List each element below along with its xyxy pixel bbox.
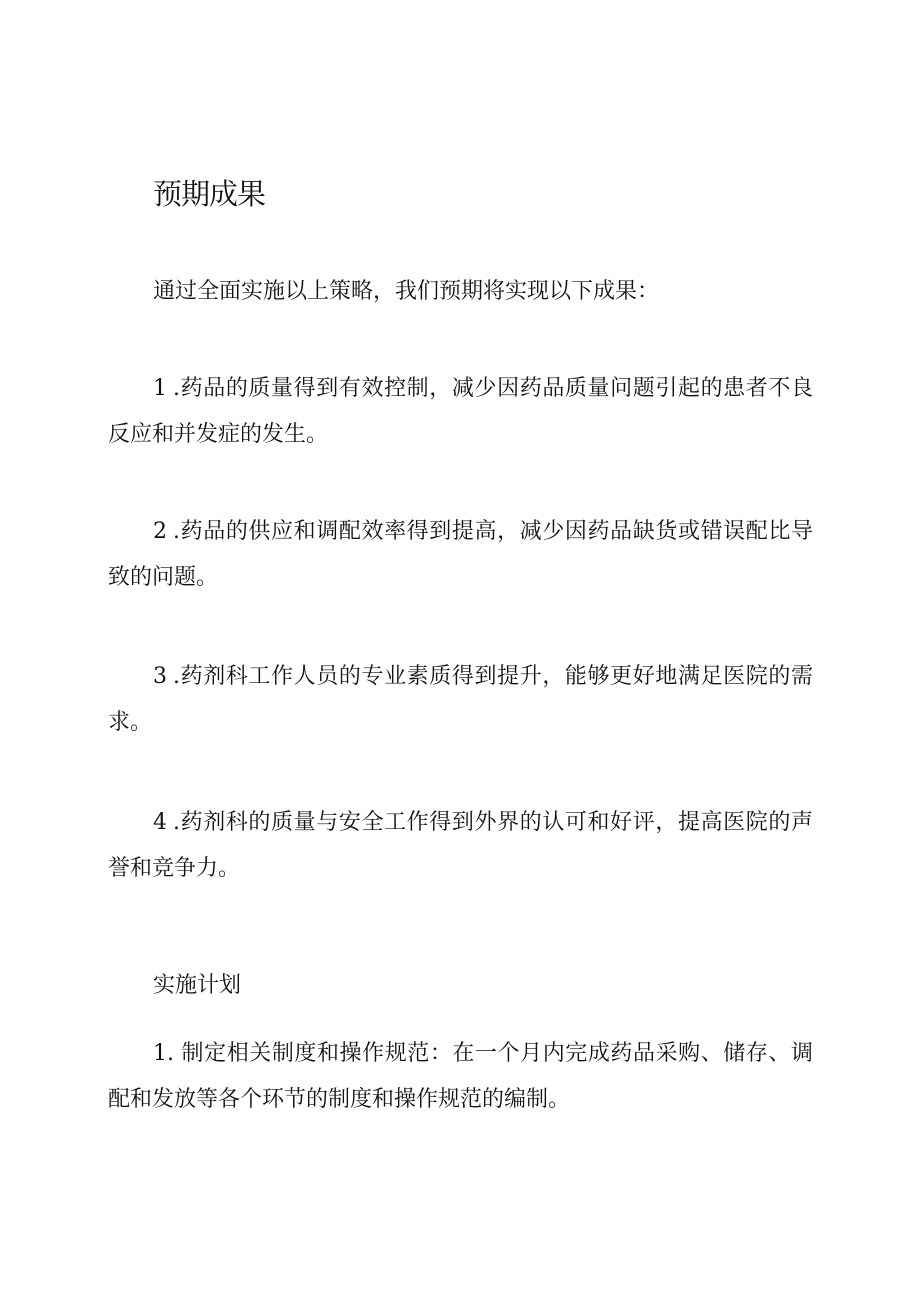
outcome-item-2 (108, 509, 813, 601)
outcome-item-4 (108, 800, 813, 892)
outcome-text: .药品的供应和调配效率得到提高，减少因药品缺货或错误配比导致的问题。 (108, 519, 813, 590)
intro-paragraph: 通过全面实施以上策略，我们预期将实现以下成果： (153, 279, 660, 304)
outcome-item-1 (108, 366, 813, 458)
outcome-number: 1 (153, 376, 167, 401)
plan-item-1: 1. 制定相关制度和操作规范：在一个月内完成药品采购、储存、调配和发放等各个环节的制度和操作规范的编制。 (108, 1041, 813, 1112)
outcome-number: 2 (153, 519, 167, 544)
section-heading: 预期成果 (153, 177, 266, 211)
outcome-number: 4 (153, 810, 167, 835)
outcome-text: .药剂科的质量与安全工作得到外界的认可和好评，提高医院的声誉和竞争力。 (108, 810, 813, 881)
outcome-number: 3 (153, 664, 167, 689)
plan-subheading: 实施计划 (153, 973, 242, 998)
outcome-text: .药剂科工作人员的专业素质得到提升，能够更好地满足医院的需求。 (108, 664, 813, 735)
outcome-text: .药品的质量得到有效控制，减少因药品质量问题引起的患者不良反应和并发症的发生。 (108, 376, 813, 447)
outcome-item-3 (108, 654, 813, 746)
